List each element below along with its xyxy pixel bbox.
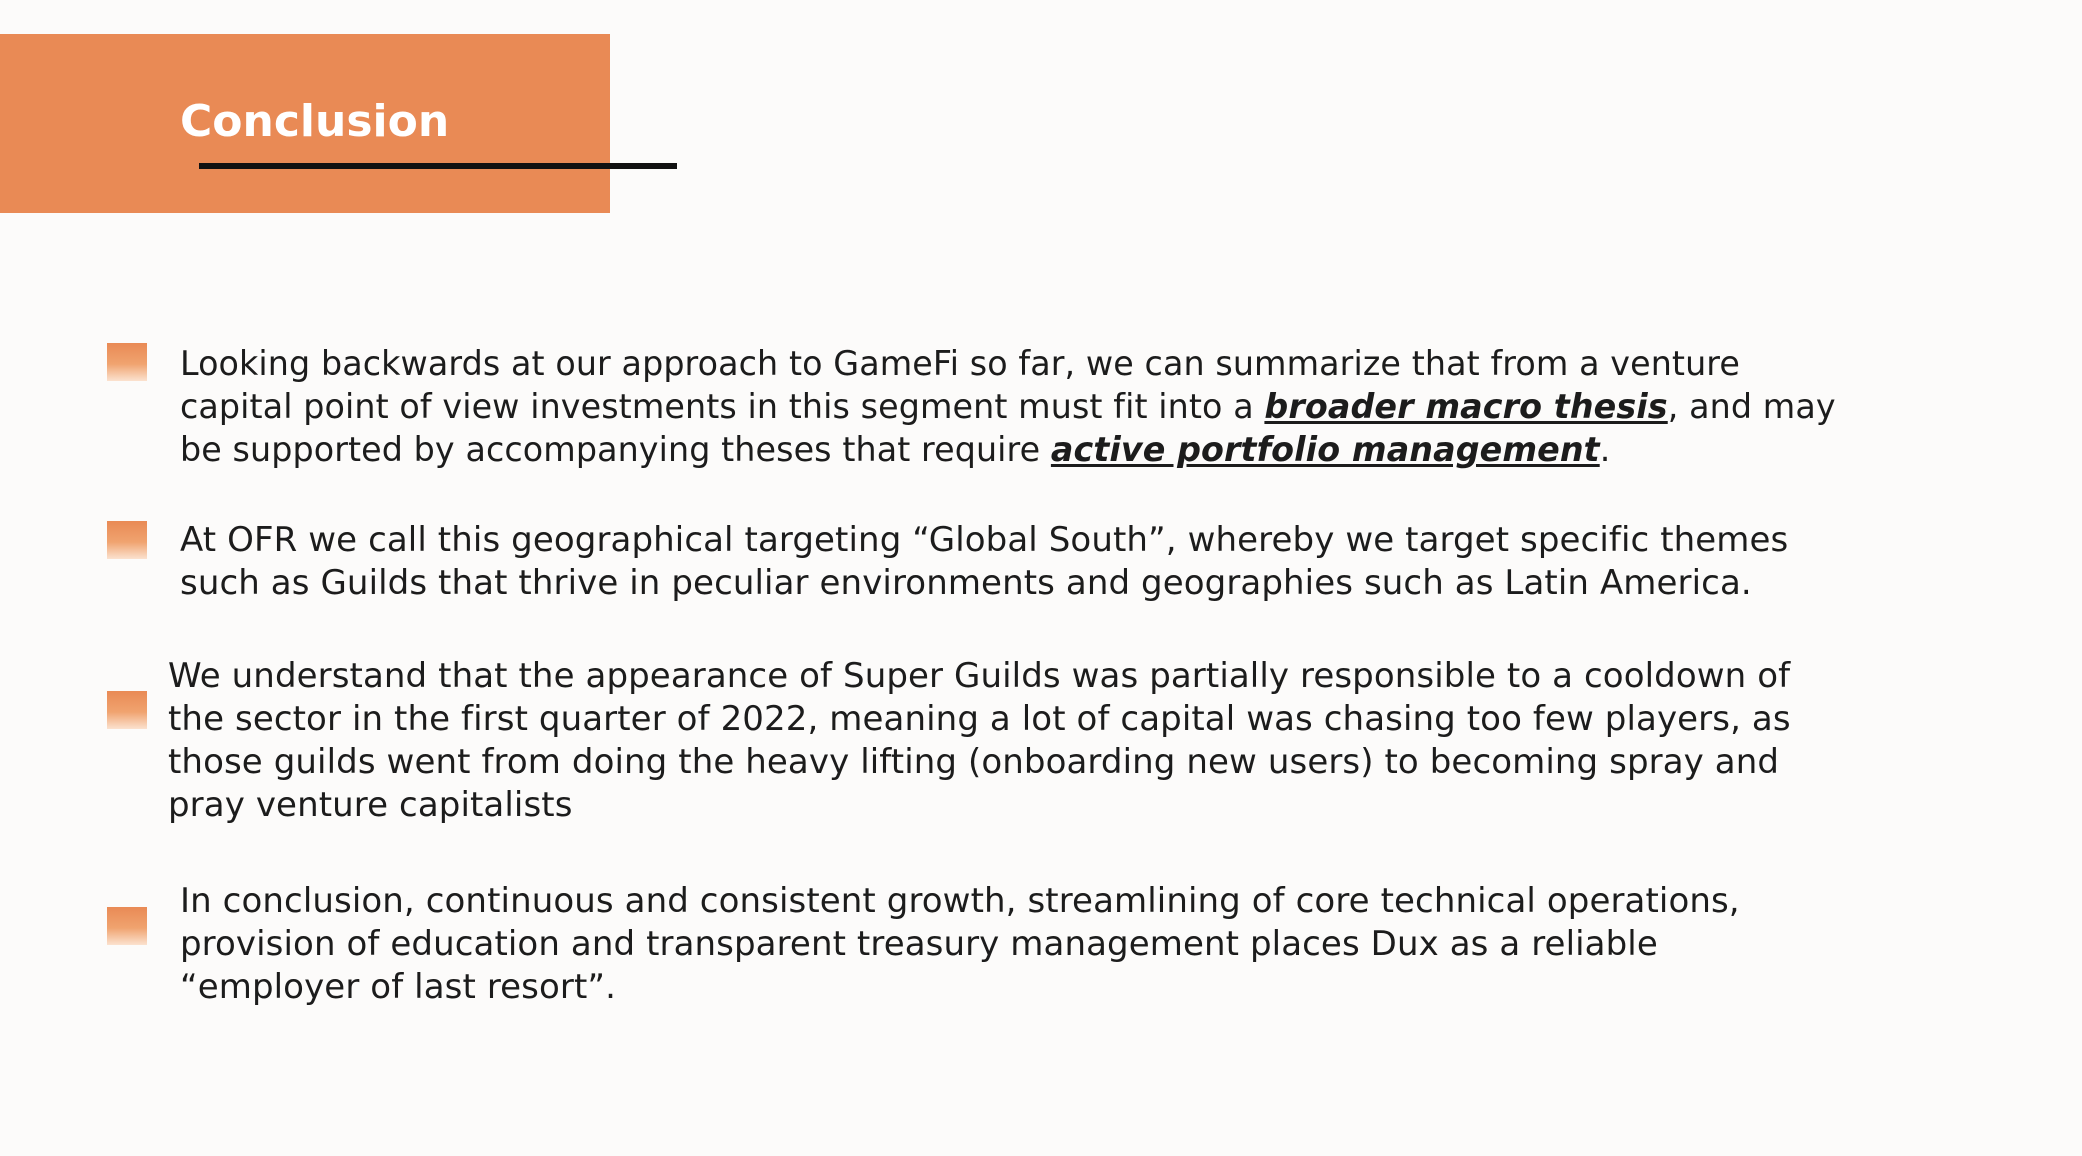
text-segment: .	[1599, 430, 1611, 470]
text-segment: At OFR we call this geographical targeting “Global South”, whereby we target specific themes	[180, 520, 1789, 560]
slide-title: Conclusion	[180, 96, 450, 147]
text-segment: , and may	[1667, 387, 1836, 427]
text-segment: Looking backwards at our approach to GameFi so far, we can summarize that from a venture	[180, 344, 1740, 384]
emphasized-phrase: broader macro thesis	[1264, 387, 1668, 427]
text-segment: those guilds went from doing the heavy lifting (onboarding new users) to becoming spray and	[168, 742, 1780, 782]
bullet-marker-3	[107, 691, 147, 729]
text-segment: “employer of last resort”.	[180, 967, 617, 1007]
text-segment: capital point of view investments in this segment must fit into a	[180, 387, 1265, 427]
bullet-4-line-3	[180, 966, 1740, 1009]
bullet-4-line-2	[180, 923, 1740, 966]
bullet-text-1	[180, 343, 1836, 472]
bullet-3-line-4	[168, 784, 1791, 827]
bullet-3-line-2	[168, 698, 1791, 741]
bullet-marker-2	[107, 521, 147, 559]
bullet-text-3	[168, 655, 1791, 827]
bullet-3-line-1	[168, 655, 1791, 698]
text-segment: the sector in the first quarter of 2022, meaning a lot of capital was chasing too few players, as	[168, 699, 1791, 739]
bullet-3-line-3	[168, 741, 1791, 784]
text-segment: We understand that the appearance of Super Guilds was partially responsible to a cooldown of	[168, 656, 1791, 696]
text-segment: be supported by accompanying theses that require	[180, 430, 1051, 470]
bullet-1-line-2	[180, 386, 1836, 429]
title-underline	[199, 163, 677, 169]
text-segment: pray venture capitalists	[168, 785, 573, 825]
emphasized-phrase: active portfolio management	[1050, 430, 1600, 470]
bullet-4-line-1	[180, 880, 1740, 923]
bullet-1-line-1	[180, 343, 1836, 386]
bullet-2-line-2	[180, 562, 1788, 605]
bullet-1-line-3	[180, 429, 1836, 472]
text-segment: such as Guilds that thrive in peculiar environments and geographies such as Latin America.	[180, 563, 1752, 603]
bullet-2-line-1	[180, 519, 1788, 562]
bullet-marker-4	[107, 907, 147, 945]
text-segment: In conclusion, continuous and consistent growth, streamlining of core technical operations,	[180, 881, 1740, 921]
bullet-marker-1	[107, 343, 147, 381]
bullet-text-2	[180, 519, 1788, 605]
bullet-text-4	[180, 880, 1740, 1009]
text-segment: provision of education and transparent treasury management places Dux as a reliable	[180, 924, 1658, 964]
